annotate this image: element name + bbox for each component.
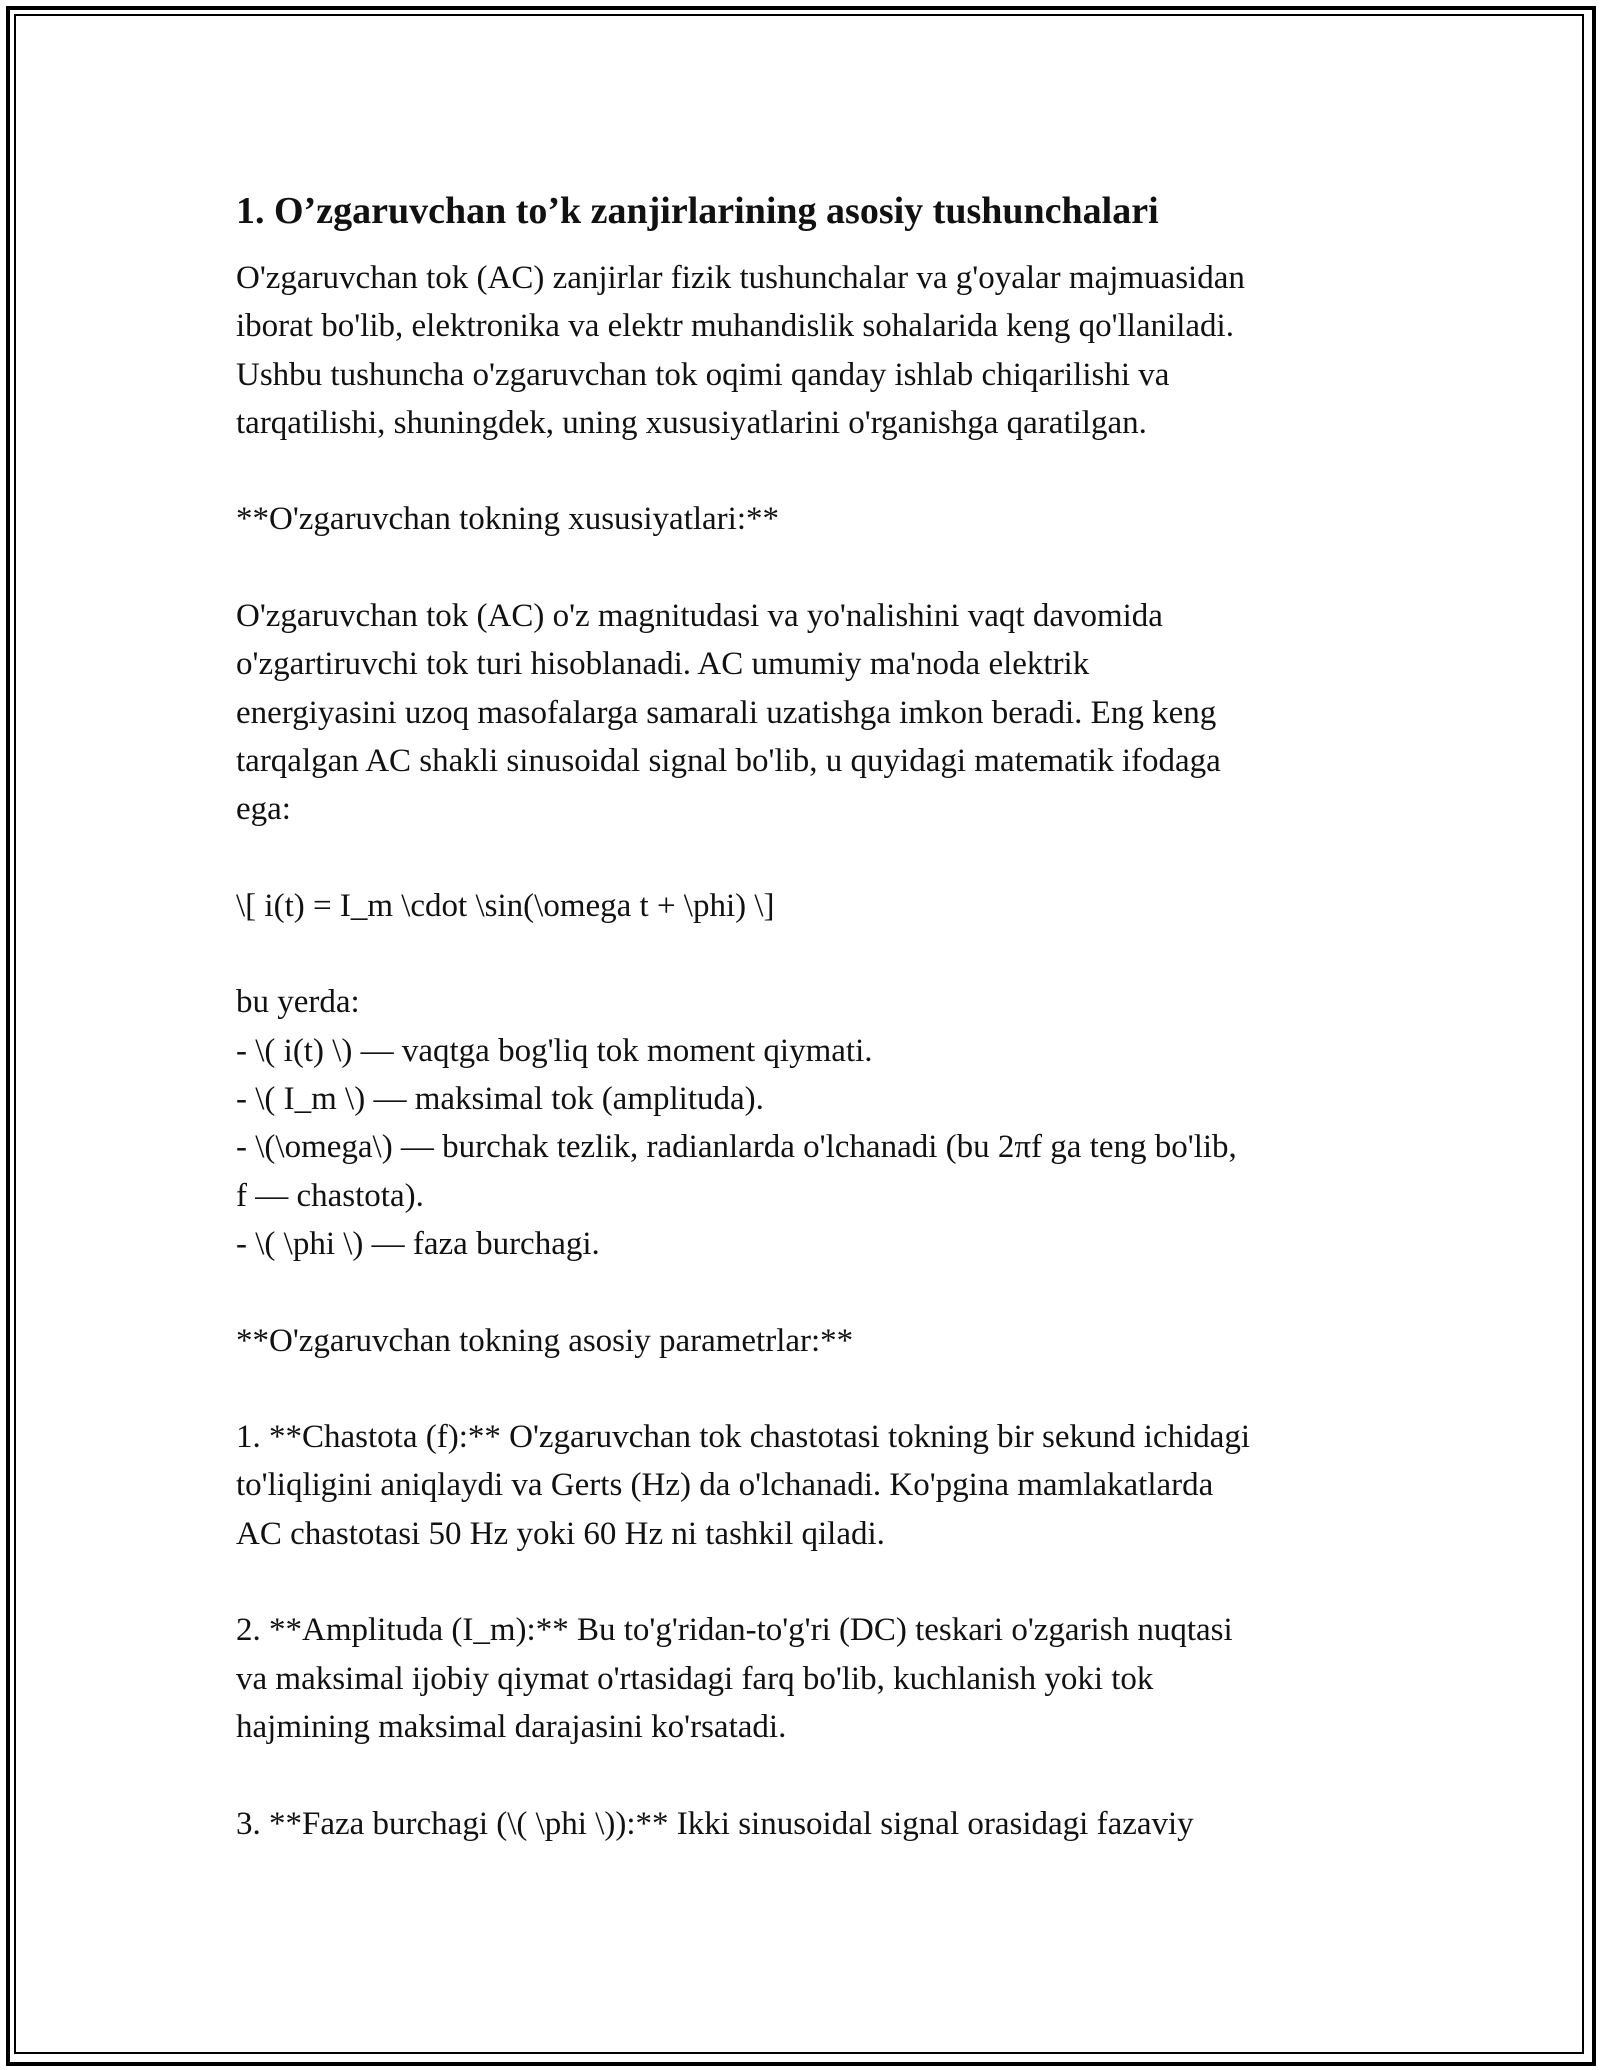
text-line: ega: [236,791,291,828]
section-heading: 1. O’zgaruvchan to’k zanjirlarining asosiy tushunchalari [236,190,1159,232]
text-line: energiyasini uzoq masofalarga samarali uzatishga imkon beradi. Eng keng [236,694,1217,731]
text-line: **O'zgaruvchan tokning asosiy parametrlar:** [236,1322,854,1359]
text-line: **O'zgaruvchan tokning xususiyatlari:** [236,501,780,538]
text-line: - \( i(t) \) — vaqtga bog'liq tok moment qiymati. [236,1032,873,1069]
text-line: tarqalgan AC shakli sinusoidal signal bo'lib, u quyidagi matematik ifodaga [236,742,1221,779]
text-line: va maksimal ijobiy qiymat o'rtasidagi farq bo'lib, kuchlanish yoki tok [236,1660,1154,1697]
text-line: hajmining maksimal darajasini ko'rsatadi. [236,1708,787,1745]
paragraph-gap [236,447,1366,495]
text-line: O'zgaruvchan tok (AC) o'z magnitudasi va yo'nalishini vaqt davomida [236,598,1163,635]
text-line: - \(\omega\) — burchak tezlik, radianlarda o'lchanadi (bu 2πf ga teng bo'lib, [236,1129,1237,1166]
text-line: - \( \phi \) — faza burchagi. [236,1225,600,1262]
paragraph-gap [236,1751,1366,1799]
paragraph-gap [236,1558,1366,1606]
paragraph-gap [236,834,1366,882]
document-body [236,186,1366,1848]
text-line: o'zgartiruvchi tok turi hisoblanadi. AC umumiy ma'noda elektrik [236,646,1090,683]
text-line: to'liqligini aniqlaydi va Gerts (Hz) da o'lchanadi. Ko'pgina mamlakatlarda [236,1467,1214,1504]
text-line: AC chastotasi 50 Hz yoki 60 Hz ni tashkil qiladi. [236,1515,885,1552]
paragraph-gap [236,544,1366,592]
text-blocks [236,254,1366,1848]
text-line: 3. **Faza burchagi (\( \phi \)):** Ikki sinusoidal signal orasidagi fazaviy [236,1805,1194,1842]
paragraph-gap [236,1365,1366,1413]
text-line: f — chastota). [236,1177,424,1214]
text-line: bu yerda: [236,984,360,1021]
paragraph-gap [236,1268,1366,1316]
text-line: Ushbu tushuncha o'zgaruvchan tok oqimi qanday ishlab chiqarilishi va [236,356,1170,393]
text-line: iborat bo'lib, elektronika va elektr muhandislik sohalarida keng qo'llaniladi. [236,308,1234,345]
text-line: O'zgaruvchan tok (AC) zanjirlar fizik tushunchalar va g'oyalar majmuasidan [236,260,1245,296]
paragraph-gap [236,930,1366,978]
text-line: 2. **Amplituda (I_m):** Bu to'g'ridan-to'g'ri (DC) teskari o'zgarish nuqtasi [236,1612,1233,1649]
text-line: 1. **Chastota (f):** O'zgaruvchan tok chastotasi tokning bir sekund ichidagi [236,1419,1251,1456]
text-line: tarqatilishi, shuningdek, uning xususiyatlarini o'rganishga qaratilgan. [236,404,1147,441]
text-line: \[ i(t) = I_m \cdot \sin(\omega t + \phi) \] [236,887,775,924]
text-line: - \( I_m \) — maksimal tok (amplituda). [236,1081,764,1118]
